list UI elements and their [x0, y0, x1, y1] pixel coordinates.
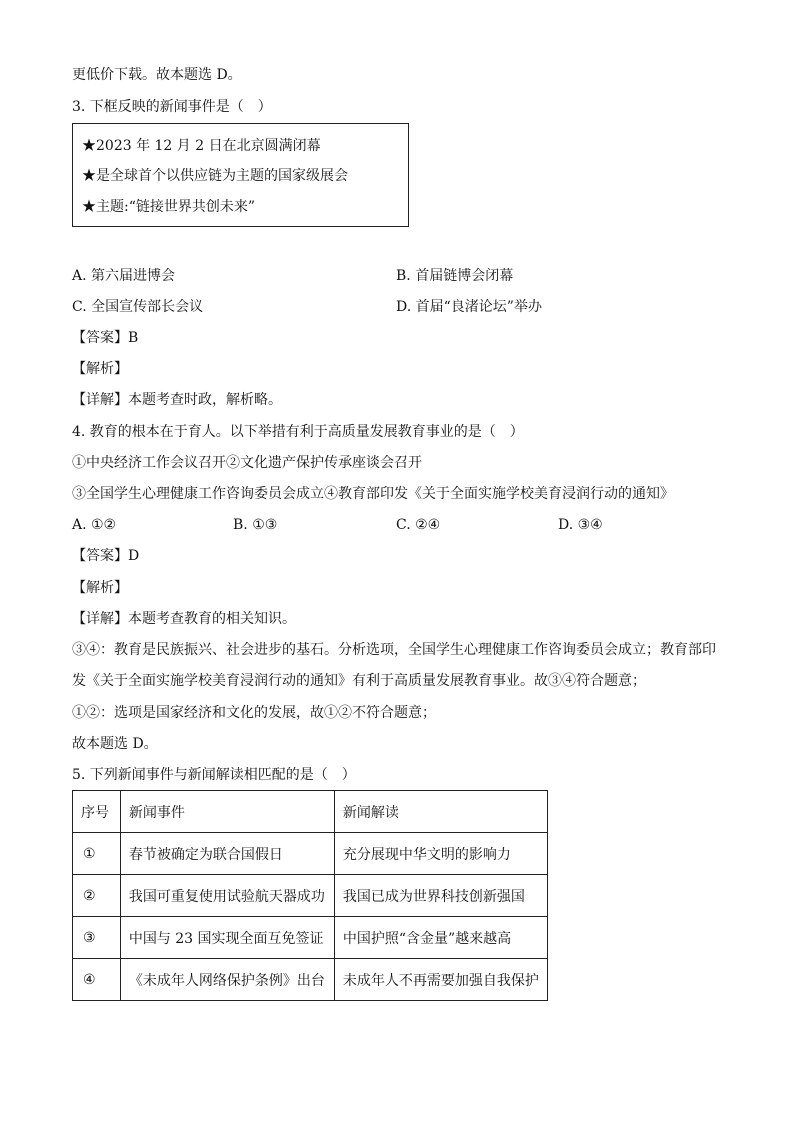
- table-header-cell: 序号: [73, 791, 121, 833]
- table-row: [73, 917, 548, 959]
- q4-statement: ①中央经济工作会议召开②文化遗产保护传承座谈会召开: [72, 455, 422, 471]
- news-box-line: ★2023 年 12 月 2 日在北京圆满闭幕: [82, 138, 321, 154]
- q4-explanation: 发《关于全面实施学校美育浸润行动的通知》有利于高质量发展教育事业。故③④符合题意；: [72, 673, 646, 689]
- q3-answer: 【答案】B: [72, 330, 139, 346]
- q4-answer: 【答案】D: [72, 548, 140, 564]
- news-box: [72, 123, 409, 227]
- table-cell: ④: [73, 959, 121, 1001]
- q3-analysis: 【解析】: [72, 361, 128, 377]
- table-cell: ①: [73, 833, 121, 875]
- table-row: [73, 833, 548, 875]
- q3-option-d: D. 首届“良渚论坛”举办: [396, 299, 542, 315]
- table-row: [73, 875, 548, 917]
- q3-option-b: B. 首届链博会闭幕: [396, 268, 514, 284]
- news-box-line: ★是全球首个以供应链为主题的国家级展会: [82, 168, 348, 184]
- question-5: 5. 下列新闻事件与新闻解读相匹配的是（ ）: [72, 767, 356, 783]
- text-line: 更低价下载。故本题选 D。: [72, 67, 242, 83]
- table-cell: 中国护照“含金量”越来越高: [334, 917, 547, 959]
- table-cell: 中国与 23 国实现全面互免签证: [120, 917, 334, 959]
- q4-conclusion: 故本题选 D。: [72, 736, 158, 752]
- table-header-cell: 新闻事件: [120, 791, 334, 833]
- table-cell: 《未成年人网络保护条例》出台: [120, 959, 334, 1001]
- q4-explanation: ①②：选项是国家经济和文化的发展，故①②不符合题意；: [72, 705, 436, 721]
- news-box-line: ★主题:“链接世界共创未来”: [82, 199, 256, 215]
- table-cell: 充分展现中华文明的影响力: [334, 833, 547, 875]
- q3-option-c: C. 全国宣传部长会议: [72, 299, 204, 315]
- q4-option-d: D. ③④: [558, 517, 603, 533]
- table-cell: 我国已成为世界科技创新强国: [334, 875, 547, 917]
- q4-option-c: C. ②④: [396, 517, 441, 533]
- table-cell: ③: [73, 917, 121, 959]
- q4-detail: 【详解】本题考查教育的相关知识。: [72, 611, 296, 627]
- question-4: 4. 教育的根本在于育人。以下举措有利于高质量发展教育事业的是（ ）: [72, 424, 524, 440]
- table-cell: 未成年人不再需要加强自我保护: [334, 959, 547, 1001]
- table-cell: 我国可重复使用试验航天器成功: [120, 875, 334, 917]
- q3-detail: 【详解】本题考查时政，解析略。: [72, 392, 282, 408]
- q4-option-b: B. ①③: [233, 517, 278, 533]
- table-cell: ②: [73, 875, 121, 917]
- table-cell: 春节被确定为联合国假日: [120, 833, 334, 875]
- news-table: [72, 790, 548, 1001]
- q4-analysis: 【解析】: [72, 580, 128, 596]
- table-row: [73, 959, 548, 1001]
- table-header-row: [73, 791, 548, 833]
- table-header-cell: 新闻解读: [334, 791, 547, 833]
- q4-option-a: A. ①②: [72, 517, 117, 533]
- q4-explanation: ③④：教育是民族振兴、社会进步的基石。分析选项，全国学生心理健康工作咨询委员会成立；教育部印: [72, 642, 716, 658]
- q4-statement: ③全国学生心理健康工作咨询委员会成立④教育部印发《关于全面实施学校美育浸润行动的通知》: [72, 486, 674, 502]
- question-3: 3. 下框反映的新闻事件是（ ）: [72, 99, 272, 115]
- q3-option-a: A. 第六届进博会: [72, 268, 176, 284]
